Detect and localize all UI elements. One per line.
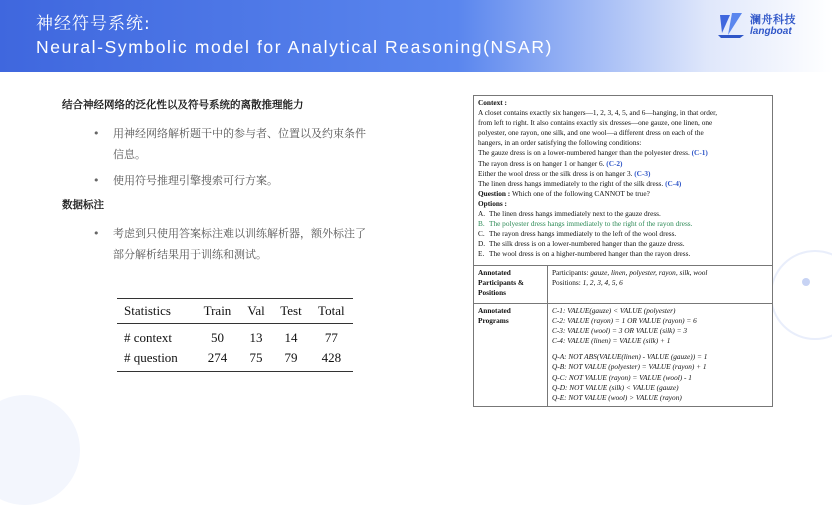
option-letter: B. — [478, 219, 485, 229]
option-text: The linen dress hangs immediately next to the gauze dress. — [489, 209, 661, 219]
question-text: Which one of the following CANNOT be true? — [511, 188, 650, 198]
participants-label: Annotated Participants & Positions — [474, 266, 548, 303]
option-e — [478, 249, 768, 259]
boat-logo-icon — [716, 11, 746, 39]
participants-list: gauze, linen, polyester, rayon, silk, wool — [590, 268, 708, 277]
option-letter: C. — [478, 229, 485, 239]
context-label: Context : — [478, 98, 507, 107]
table-cell: # context — [124, 330, 173, 345]
participants-value — [548, 266, 772, 303]
option-d — [478, 239, 768, 249]
list-item — [62, 123, 402, 165]
condition-text: The gauze dress is on a lower-numbered hanger than the polyester dress. — [478, 148, 690, 158]
participants-row — [474, 266, 772, 304]
program-line: C-4: VALUE (linen) = VALUE (silk) + 1 — [552, 336, 671, 346]
option-letter: E. — [478, 249, 485, 259]
bullet-icon: • — [93, 127, 100, 140]
program-line: Q-E: NOT VALUE (wool) > VALUE (rayon) — [552, 392, 682, 402]
table-cell: 50 — [210, 330, 224, 345]
option-letter: A. — [478, 209, 486, 219]
table-cell: 274 — [207, 350, 228, 365]
program-line: Q-B: NOT VALUE (polyester) = VALUE (rayon) + 1 — [552, 362, 707, 372]
page-title-cn: 神经符号系统: — [36, 14, 151, 34]
table-cell: # question — [124, 350, 178, 365]
col-header: Statistics — [117, 299, 195, 324]
program-line: C-2: VALUE (rayon) = 1 OR VALUE (rayon) = 6 — [552, 316, 697, 326]
statistics-table — [117, 298, 353, 372]
condition-tag: (C-3) — [634, 168, 651, 178]
positions-prefix: Positions: — [552, 278, 581, 288]
col-header: Train — [195, 299, 240, 324]
programs-row — [474, 304, 772, 406]
left-content — [62, 97, 402, 270]
bullet-icon: • — [93, 174, 100, 187]
context-block — [474, 96, 772, 266]
condition-line — [478, 169, 768, 179]
option-letter: D. — [478, 239, 486, 249]
context-line: polyester, one rayon, one silk, and one wool—a different dress on each of the — [478, 128, 704, 138]
condition-text: Either the wool dress or the silk dress is on hanger 3. — [478, 168, 633, 178]
bullet-line: 用神经网络解析题干中的参与者、位置以及约束条件 — [113, 127, 366, 140]
condition-text: The linen dress hangs immediately to the right of the silk dress. — [478, 178, 664, 188]
positions-list: 1, 2, 3, 4, 5, 6 — [582, 278, 623, 288]
participants-prefix: Participants: — [552, 268, 589, 277]
condition-tag: (C-2) — [606, 158, 623, 168]
page-title-en: Neural-Symbolic model for Analytical Reasoning(NSAR) — [36, 37, 553, 57]
option-a — [478, 209, 768, 219]
table-cell: 79 — [284, 350, 298, 365]
condition-line — [478, 179, 768, 189]
list-item — [62, 170, 402, 191]
table-cell: 14 — [284, 330, 298, 345]
context-line: from left to right. It also contains exactly six dresses—one gauze, one linen, one — [478, 118, 713, 128]
option-text: The silk dress is on a lower-numbered hanger than the gauze dress. — [489, 239, 685, 249]
table-row — [117, 324, 353, 349]
option-text: The rayon dress hangs immediately to the left of the wool dress. — [489, 229, 677, 239]
table-header-row — [117, 299, 353, 324]
condition-line — [478, 159, 768, 169]
table-row — [117, 348, 353, 372]
programs-value — [548, 304, 772, 406]
bullet-line: 部分解析结果用于训练和测试。 — [113, 248, 267, 261]
decor-dot — [802, 278, 810, 286]
decor-circle — [0, 395, 80, 505]
condition-tag: (C-4) — [665, 178, 682, 188]
programs-label: Annotated Programs — [474, 304, 548, 406]
question-line — [478, 189, 768, 199]
table-cell: 13 — [249, 330, 263, 345]
table-cell: 75 — [249, 350, 263, 365]
bullet-icon: • — [93, 227, 100, 240]
bullet-list-2 — [62, 223, 402, 265]
condition-tag: (C-1) — [691, 148, 708, 158]
program-line: C-1: VALUE(gauze) < VALUE (polyester) — [552, 306, 676, 315]
col-header: Val — [240, 299, 272, 324]
bullet-line: 使用符号推理引擎搜索可行方案。 — [113, 174, 278, 187]
header-banner — [0, 0, 832, 72]
example-panel — [473, 95, 773, 407]
options-label: Options : — [478, 198, 507, 208]
bullet-list-1 — [62, 123, 402, 191]
context-line: hangers, in an order satisfying the following conditions: — [478, 138, 642, 148]
condition-text: The rayon dress is on hanger 1 or hanger 6. — [478, 158, 605, 168]
context-line: A closet contains exactly six hangers—1, 2, 3, 4, 5, and 6—hanging, in that order, — [478, 108, 718, 118]
program-line: Q-A: NOT ABS(VALUE(linen) - VALUE (gauze)) = 1 — [552, 352, 708, 362]
program-line: C-3: VALUE (wool) = 3 OR VALUE (silk) = 3 — [552, 326, 688, 336]
condition-line — [478, 148, 768, 158]
decor-ring — [770, 250, 832, 340]
option-text: The wool dress is on a higher-numbered hanger than the rayon dress. — [489, 249, 691, 259]
bullet-line: 考虑到只使用答案标注难以训练解析器，额外标注了 — [113, 227, 366, 240]
section-title-nsar: 结合神经网络的泛化性以及符号系统的离散推理能力 — [62, 99, 304, 111]
option-text: The polyester dress hangs immediately to the right of the rayon dress. — [489, 219, 693, 229]
program-line: Q-C: NOT VALUE (rayon) = VALUE (wool) - 1 — [552, 372, 692, 382]
col-header: Test — [272, 299, 309, 324]
table-cell: 77 — [324, 330, 338, 345]
option-c — [478, 229, 768, 239]
col-header: Total — [310, 299, 353, 324]
table-cell: 428 — [321, 350, 342, 365]
option-b-correct — [478, 219, 768, 229]
logo-text-en: langboat — [750, 26, 792, 37]
program-line: Q-D: NOT VALUE (silk) < VALUE (gauze) — [552, 382, 679, 392]
langboat-logo — [716, 11, 802, 41]
question-label: Question : — [478, 188, 511, 198]
list-item — [62, 223, 402, 265]
bullet-line: 信息。 — [113, 148, 146, 161]
section-title-annotation: 数据标注 — [62, 199, 104, 211]
logo-text-cn: 澜舟科技 — [750, 13, 796, 26]
